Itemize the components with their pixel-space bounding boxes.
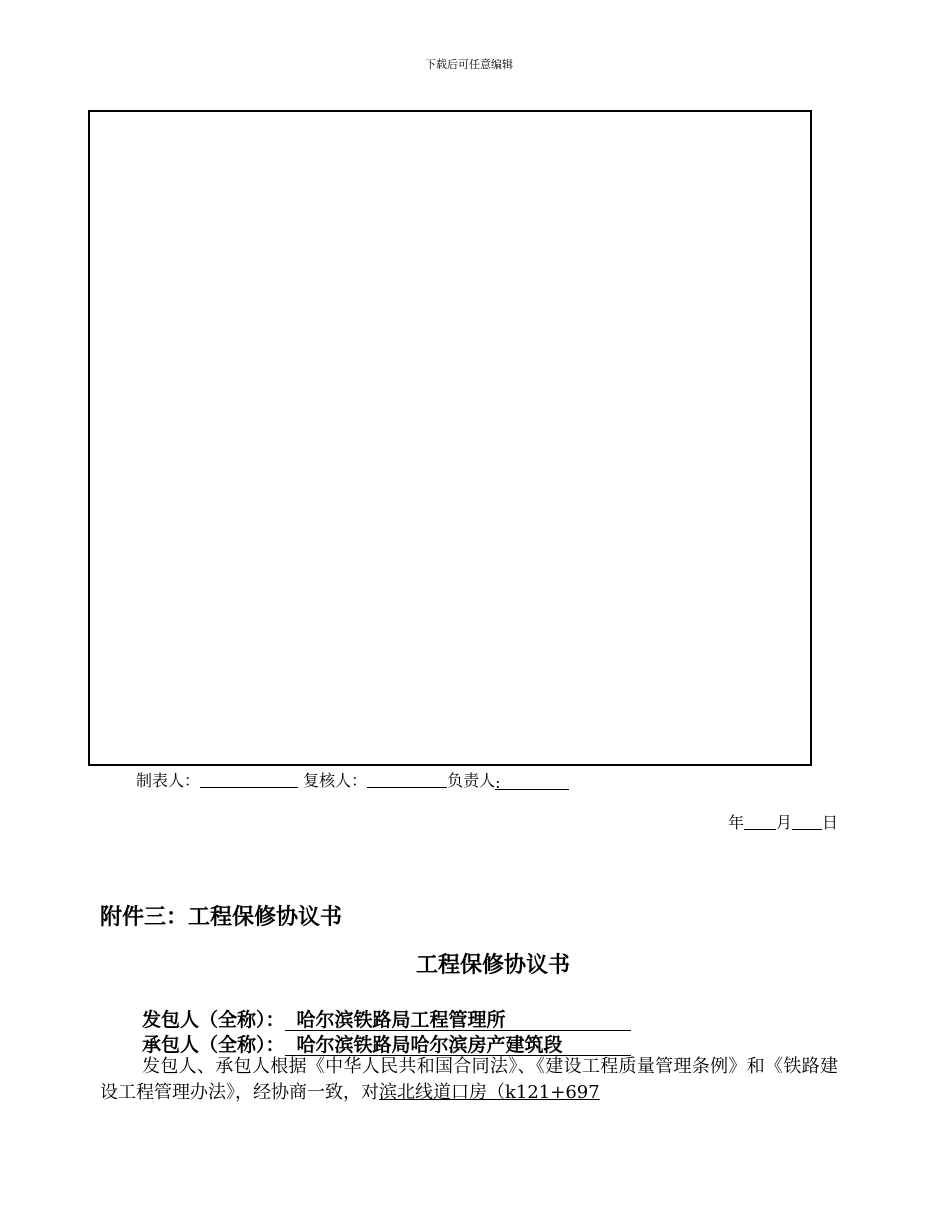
reviewer-label: 复核人： xyxy=(303,771,368,790)
body-text: 发包人、承包人根据《中华人民共和国合同法》、《建设工程质量管理条例》和《铁路建设工程管理办法》，经协商一致，对 xyxy=(100,1056,838,1103)
employer-label: 发包人（全称）： xyxy=(142,1009,285,1031)
preparer-blank xyxy=(200,771,298,788)
month-blank xyxy=(744,813,776,830)
signature-line xyxy=(136,768,569,791)
day-blank xyxy=(792,813,822,830)
contractor-name: 哈尔滨铁路局哈尔滨房产建筑段 xyxy=(285,1035,631,1056)
responsible-blank xyxy=(495,773,569,790)
contractor-line xyxy=(142,1030,631,1057)
date-month: 月 xyxy=(775,813,792,832)
preparer-label: 制表人： xyxy=(136,771,201,790)
employer-line xyxy=(142,1005,631,1032)
project-name-underlined: 滨北线道口房（k121+697 xyxy=(379,1082,600,1103)
document-title: 工程保修协议书 xyxy=(415,952,570,978)
blank-table-frame xyxy=(88,110,812,766)
employer-name: 哈尔滨铁路局工程管理所 xyxy=(285,1010,631,1031)
reviewer-blank xyxy=(367,771,447,788)
responsible-colon: : xyxy=(495,773,501,792)
responsible-label: 负责人 xyxy=(447,771,496,790)
contractor-label: 承包人（全称）： xyxy=(142,1034,285,1056)
date-day: 日 xyxy=(821,813,838,832)
attachment-title: 附件三：工程保修协议书 xyxy=(100,904,343,930)
body-paragraph xyxy=(100,1054,838,1106)
date-line xyxy=(728,810,838,833)
date-year: 年 xyxy=(727,813,744,832)
header-note: 下载后可任意编辑 xyxy=(425,58,513,71)
